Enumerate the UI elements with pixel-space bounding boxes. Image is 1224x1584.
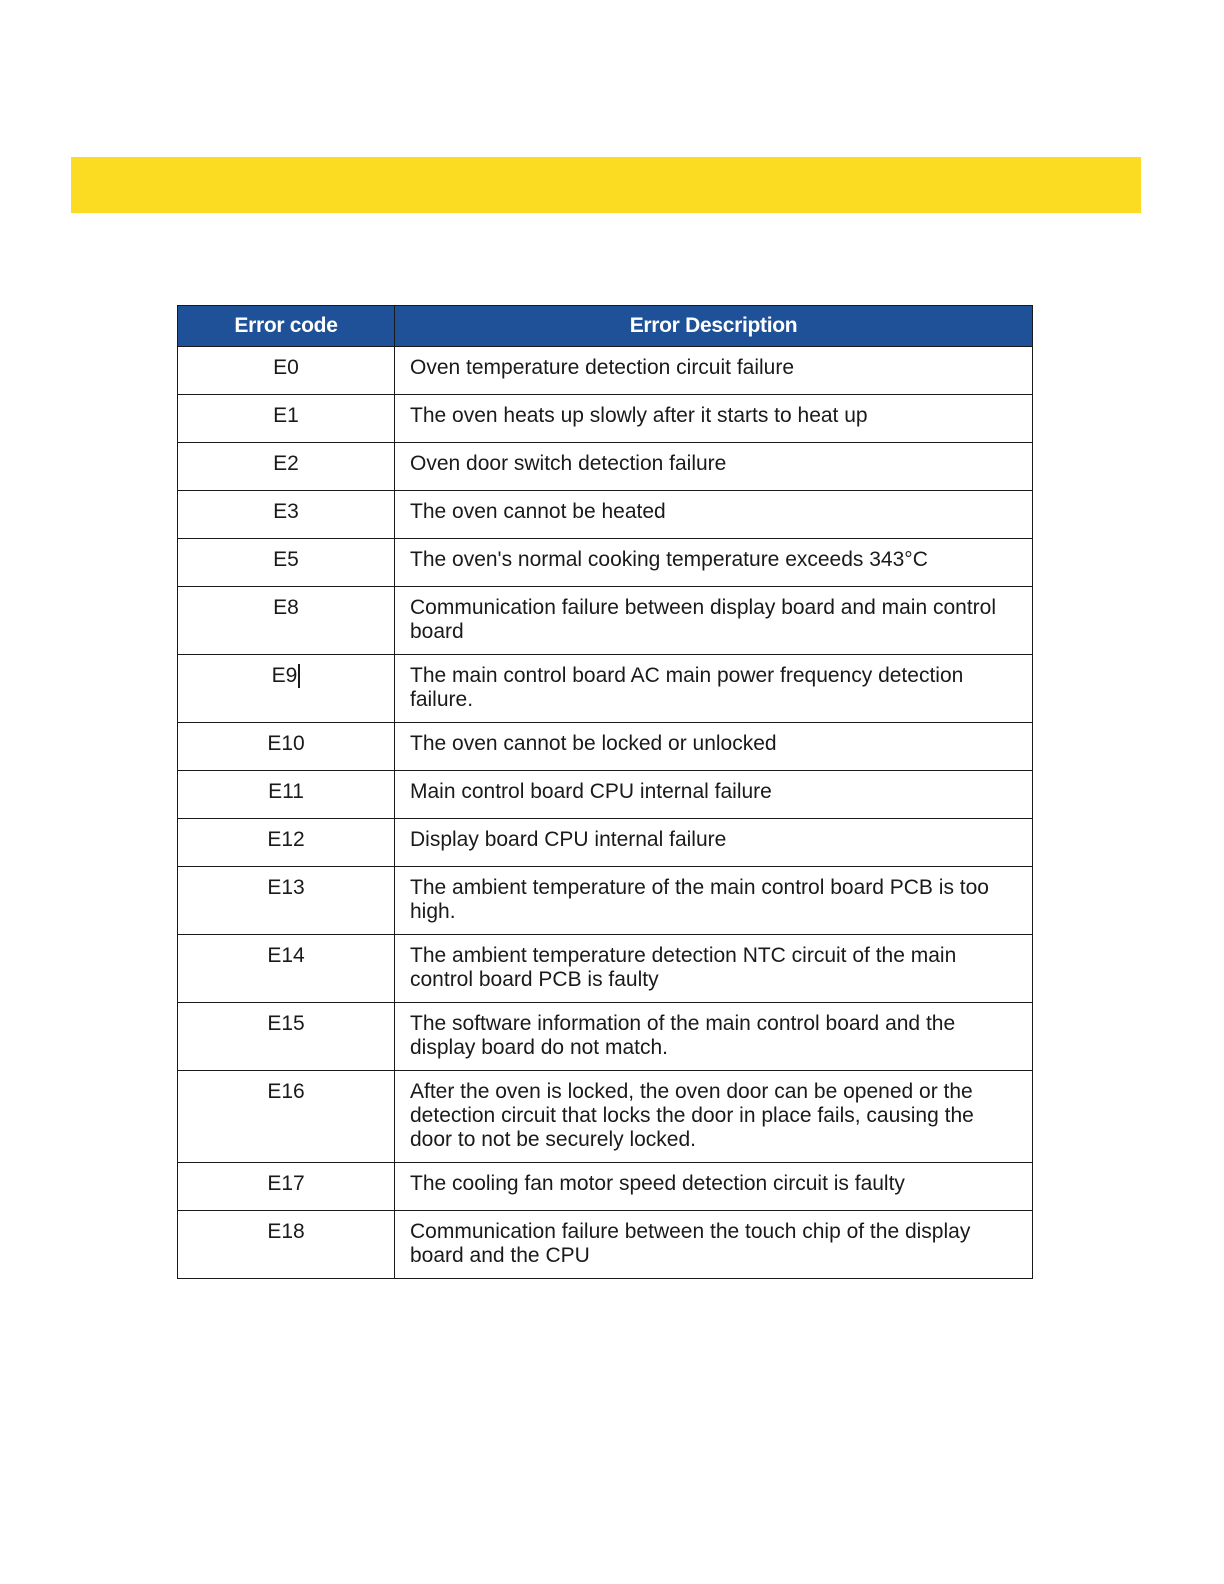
table-row: [178, 771, 1033, 819]
table-row: [178, 819, 1033, 867]
error-code-cell: E15: [178, 1003, 395, 1071]
error-code-header: Error code: [178, 306, 395, 347]
error-description-cell: Oven door switch detection failure: [395, 443, 1033, 491]
table-header-row: [178, 306, 1033, 347]
table-row: [178, 1163, 1033, 1211]
error-code-cell: E11: [178, 771, 395, 819]
table-row: [178, 587, 1033, 655]
error-code-cell: E14: [178, 935, 395, 1003]
header-yellow-band: [71, 157, 1141, 213]
error-description-cell: The software information of the main control board and the display board do not match.: [395, 1003, 1033, 1071]
table-row: [178, 1003, 1033, 1071]
error-description-cell: Main control board CPU internal failure: [395, 771, 1033, 819]
table-row: [178, 935, 1033, 1003]
error-code-cell: E10: [178, 723, 395, 771]
error-code-cell: E0: [178, 347, 395, 395]
error-code-cell: E16: [178, 1071, 395, 1163]
error-description-header: Error Description: [395, 306, 1033, 347]
error-description-cell: The oven cannot be locked or unlocked: [395, 723, 1033, 771]
error-code-cell: E12: [178, 819, 395, 867]
error-description-cell: Communication failure between display board and main control board: [395, 587, 1033, 655]
table-row: [178, 1211, 1033, 1279]
error-code-cell: E8: [178, 587, 395, 655]
error-description-cell: The ambient temperature of the main control board PCB is too high.: [395, 867, 1033, 935]
error-code-cell: E18: [178, 1211, 395, 1279]
table-row: [178, 655, 1033, 723]
error-description-cell: Display board CPU internal failure: [395, 819, 1033, 867]
error-description-cell: The oven cannot be heated: [395, 491, 1033, 539]
table-row: [178, 443, 1033, 491]
error-description-cell: Oven temperature detection circuit failure: [395, 347, 1033, 395]
error-description-cell: After the oven is locked, the oven door can be opened or the detection circuit that locks the door in place fails, causing the door to not be securely locked.: [395, 1071, 1033, 1163]
error-description-cell: The main control board AC main power frequency detection failure.: [395, 655, 1033, 723]
table-row: [178, 539, 1033, 587]
error-code-cell: E5: [178, 539, 395, 587]
error-code-cell: E13: [178, 867, 395, 935]
error-code-cell[interactable]: [178, 655, 395, 723]
text-cursor: [298, 664, 300, 688]
error-description-cell: The cooling fan motor speed detection circuit is faulty: [395, 1163, 1033, 1211]
error-description-cell: The oven heats up slowly after it starts to heat up: [395, 395, 1033, 443]
error-description-cell: The oven's normal cooking temperature exceeds 343°C: [395, 539, 1033, 587]
error-code-cell: E2: [178, 443, 395, 491]
table-row: [178, 1071, 1033, 1163]
error-code-cell: E1: [178, 395, 395, 443]
error-code-table: [177, 305, 1033, 1279]
table-row: [178, 347, 1033, 395]
table-row: [178, 723, 1033, 771]
error-code-text: E9: [271, 664, 298, 687]
error-description-cell: The ambient temperature detection NTC circuit of the main control board PCB is faulty: [395, 935, 1033, 1003]
table-row: [178, 491, 1033, 539]
table-row: [178, 867, 1033, 935]
error-code-cell: E17: [178, 1163, 395, 1211]
table-row: [178, 395, 1033, 443]
error-description-cell: Communication failure between the touch chip of the display board and the CPU: [395, 1211, 1033, 1279]
error-code-cell: E3: [178, 491, 395, 539]
